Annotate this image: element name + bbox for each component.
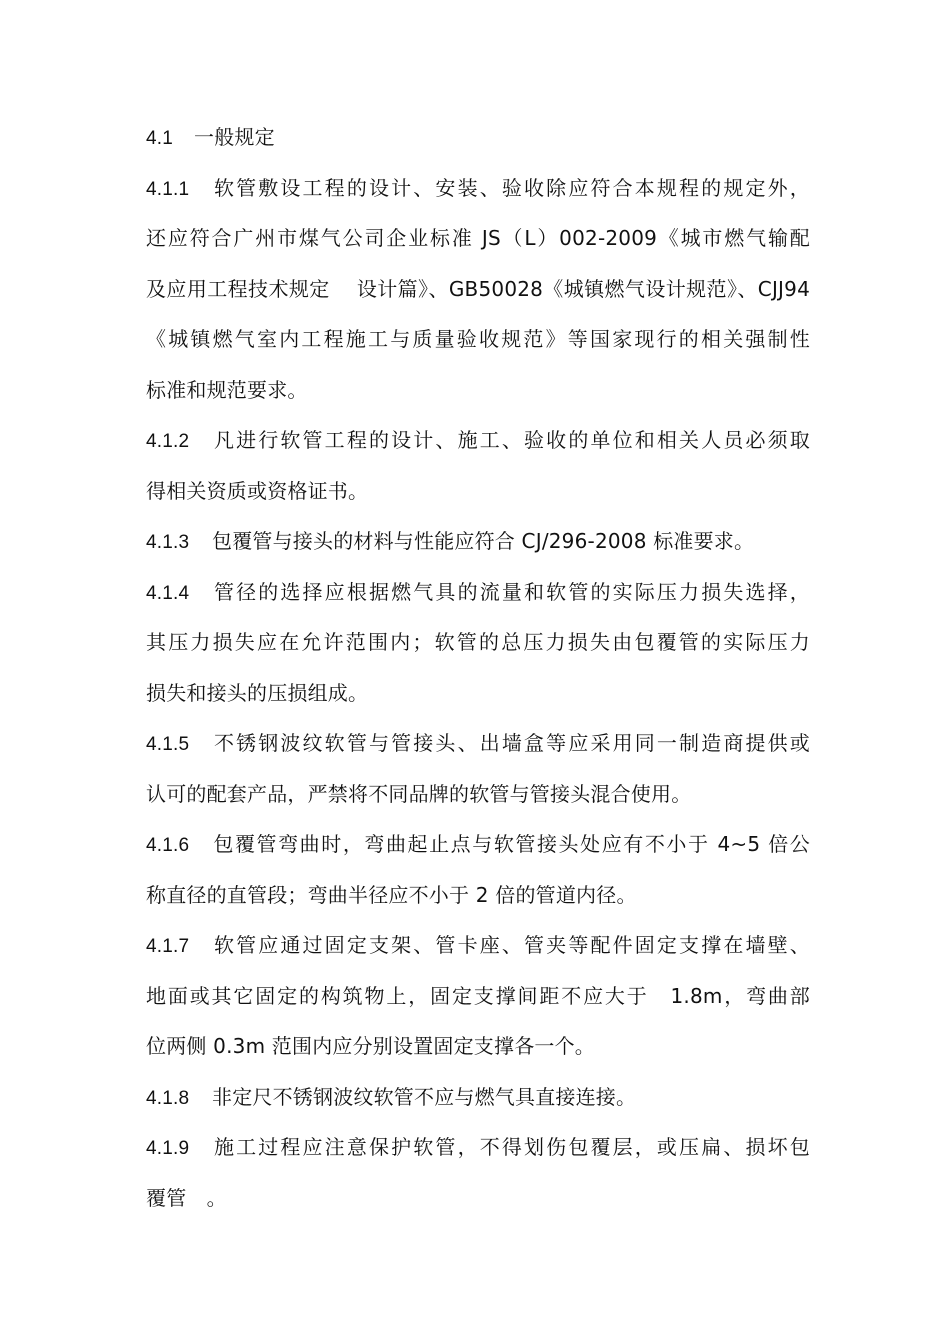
clause-4-1-4-line-2: 其压力损失应在允许范围内；软管的总压力损失由包覆管的实际压力 — [146, 630, 810, 654]
clause-text: 软管敷设工程的设计、安装、验收除应符合本规程的规定外， — [212, 175, 810, 200]
clause-4-1-7-line-1 — [146, 920, 810, 971]
clause-number: 4.1.6 — [146, 835, 190, 856]
clause-text: 管径的选择应根据燃气具的流量和软管的实际压力损失选择， — [212, 579, 810, 604]
clause-4-1-1-line-2: 还应符合广州市煤气公司企业标准 JS（L）002-2009《城市燃气输配 — [146, 226, 810, 250]
clause-number: 4.1.5 — [146, 734, 190, 755]
clause-4-1-5-line-1 — [146, 718, 810, 769]
clause-4-1-3-line-1 — [146, 516, 810, 567]
clause-4-1-9-line-1 — [146, 1122, 810, 1173]
clause-4-1-8-line-1 — [146, 1072, 810, 1123]
clause-number: 4.1.8 — [146, 1087, 190, 1109]
clause-number: 4.1.3 — [146, 532, 190, 553]
clause-number: 4.1.2 — [146, 431, 190, 452]
clause-text: 非定尺不锈钢波纹软管不应与燃气具直接连接。 — [212, 1084, 637, 1109]
section-heading — [146, 112, 810, 163]
clause-4-1-7-line-3: 位两侧 0.3m 范围内应分别设置固定支撑各一个。 — [146, 1034, 596, 1058]
clause-text: 包覆管与接头的材料与性能应符合 CJ/296-2008 标准要求。 — [212, 529, 755, 553]
clause-4-1-5-line-2: 认可的配套产品，严禁将不同品牌的软管与管接头混合使用。 — [146, 781, 692, 806]
clause-number: 4.1.9 — [146, 1138, 190, 1159]
document-body — [146, 112, 810, 1223]
section-number: 4.1 — [146, 128, 174, 149]
clause-text: 包覆管弯曲时，弯曲起止点与软管接头处应有不小于 4~5 倍公 — [212, 832, 810, 856]
clause-text: 软管应通过固定支架、管卡座、管夹等配件固定支撑在墙壁、 — [212, 933, 810, 957]
clause-text: 凡进行软管工程的设计、施工、验收的单位和相关人员必须取 — [212, 428, 810, 452]
clause-number: 4.1.7 — [146, 936, 190, 957]
clause-4-1-7-line-2: 地面或其它固定的构筑物上，固定支撑间距不应大于 1.8m，弯曲部 — [146, 983, 810, 1008]
clause-4-1-1-line-3: 及应用工程技术规定 设计篇》、GB50028《城镇燃气设计规范》、CJJ94 — [146, 276, 810, 301]
clause-4-1-6-line-1 — [146, 819, 810, 870]
clause-4-1-1-line-1 — [146, 163, 810, 214]
clause-4-1-2-line-2: 得相关资质或资格证书。 — [146, 478, 369, 503]
clause-4-1-4-line-1 — [146, 567, 810, 618]
clause-4-1-2-line-1 — [146, 415, 810, 466]
clause-4-1-1-line-4: 《城镇燃气室内工程施工与质量验收规范》等国家现行的相关强制性 — [146, 327, 810, 351]
clause-4-1-4-line-3: 损失和接头的压损组成。 — [146, 680, 369, 705]
section-title: 一般规定 — [194, 125, 275, 149]
clause-number: 4.1.1 — [146, 178, 190, 200]
clause-text: 施工过程应注意保护软管，不得划伤包覆层，或压扁、损坏包 — [212, 1135, 810, 1159]
clause-4-1-6-line-2: 称直径的直管段；弯曲半径应不小于 2 倍的管道内径。 — [146, 882, 637, 907]
clause-4-1-1-line-5: 标准和规范要求。 — [146, 377, 308, 402]
clause-number: 4.1.4 — [146, 582, 190, 604]
clause-text: 不锈钢波纹软管与管接头、出墙盒等应采用同一制造商提供或 — [212, 731, 810, 755]
clause-4-1-9-line-2: 覆管 。 — [146, 1185, 227, 1210]
